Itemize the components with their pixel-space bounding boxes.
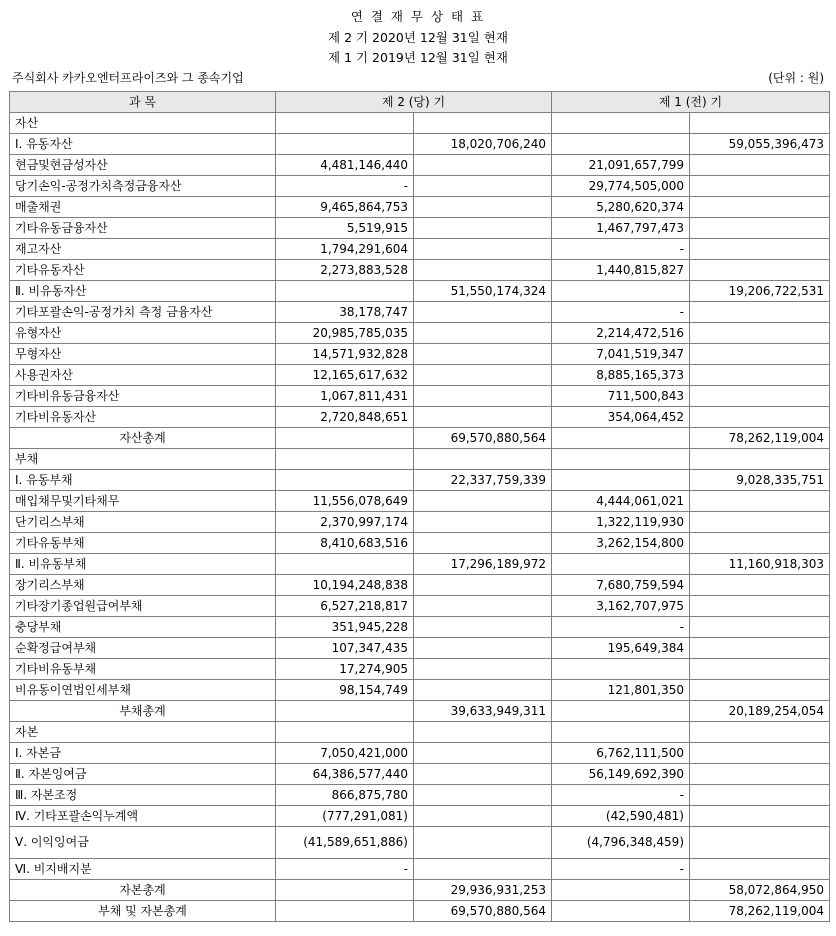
current-subtotal-amount xyxy=(414,533,552,554)
table-row xyxy=(10,407,830,428)
current-item-amount: 64,386,577,440 xyxy=(276,764,414,785)
current-item-amount xyxy=(276,701,414,722)
prior-subtotal-amount xyxy=(690,323,830,344)
table-row xyxy=(10,575,830,596)
prior-item-amount xyxy=(552,901,690,922)
row-label: 사용권자산 xyxy=(10,365,276,386)
current-item-amount: 4,481,146,440 xyxy=(276,155,414,176)
current-item-amount: (777,291,081) xyxy=(276,806,414,827)
current-subtotal-amount xyxy=(414,176,552,197)
current-subtotal-amount xyxy=(414,365,552,386)
current-subtotal-amount xyxy=(414,344,552,365)
prior-item-amount xyxy=(552,449,690,470)
prior-item-amount xyxy=(552,134,690,155)
prior-subtotal-amount xyxy=(690,806,830,827)
table-row xyxy=(10,554,830,575)
row-label: 자산총계 xyxy=(10,428,276,449)
current-item-amount: 98,154,749 xyxy=(276,680,414,701)
prior-subtotal-amount xyxy=(690,218,830,239)
current-subtotal-amount xyxy=(414,575,552,596)
row-label: 기타포괄손익-공정가치 측정 금융자산 xyxy=(10,302,276,323)
current-subtotal-amount: 17,296,189,972 xyxy=(414,554,552,575)
row-label: 기타유동금융자산 xyxy=(10,218,276,239)
table-row xyxy=(10,533,830,554)
prior-subtotal-amount xyxy=(690,239,830,260)
current-subtotal-amount: 29,936,931,253 xyxy=(414,880,552,901)
table-row xyxy=(10,596,830,617)
prior-subtotal-amount xyxy=(690,176,830,197)
prior-subtotal-amount: 9,028,335,751 xyxy=(690,470,830,491)
current-item-amount: 2,720,848,651 xyxy=(276,407,414,428)
table-row xyxy=(10,260,830,281)
prior-item-amount: 56,149,692,390 xyxy=(552,764,690,785)
current-item-amount: 9,465,864,753 xyxy=(276,197,414,218)
row-label: 부채 xyxy=(10,449,276,470)
current-subtotal-amount xyxy=(414,827,552,859)
table-body xyxy=(10,113,830,922)
prior-subtotal-amount xyxy=(690,113,830,134)
current-item-amount xyxy=(276,428,414,449)
table-row xyxy=(10,827,830,859)
company-name: 주식회사 카카오엔터프라이즈와 그 종속기업 xyxy=(12,71,244,85)
table-row xyxy=(10,428,830,449)
prior-subtotal-amount: 19,206,722,531 xyxy=(690,281,830,302)
table-row xyxy=(10,512,830,533)
prior-item-amount: 7,680,759,594 xyxy=(552,575,690,596)
current-item-amount: 6,527,218,817 xyxy=(276,596,414,617)
current-subtotal-amount xyxy=(414,785,552,806)
current-item-amount: 11,556,078,649 xyxy=(276,491,414,512)
prior-subtotal-amount xyxy=(690,407,830,428)
current-item-amount: 38,178,747 xyxy=(276,302,414,323)
current-item-amount: 2,273,883,528 xyxy=(276,260,414,281)
current-subtotal-amount xyxy=(414,323,552,344)
current-subtotal-amount: 51,550,174,324 xyxy=(414,281,552,302)
table-row xyxy=(10,239,830,260)
prior-item-amount xyxy=(552,554,690,575)
table-row xyxy=(10,218,830,239)
current-item-amount xyxy=(276,880,414,901)
table-row xyxy=(10,344,830,365)
row-label: Ⅱ. 자본잉여금 xyxy=(10,764,276,785)
current-subtotal-amount: 69,570,880,564 xyxy=(414,428,552,449)
prior-item-amount: - xyxy=(552,617,690,638)
current-item-amount xyxy=(276,449,414,470)
row-label: 자본총계 xyxy=(10,880,276,901)
row-label: 기타장기종업원급여부채 xyxy=(10,596,276,617)
unit-label: (단위 : 원) xyxy=(768,71,824,85)
prior-subtotal-amount: 78,262,119,004 xyxy=(690,901,830,922)
current-subtotal-amount xyxy=(414,722,552,743)
current-subtotal-amount xyxy=(414,743,552,764)
prior-subtotal-amount: 11,160,918,303 xyxy=(690,554,830,575)
prior-item-amount: 5,280,620,374 xyxy=(552,197,690,218)
table-row xyxy=(10,901,830,922)
table-row xyxy=(10,722,830,743)
prior-item-amount: 4,444,061,021 xyxy=(552,491,690,512)
table-row xyxy=(10,680,830,701)
prior-item-amount xyxy=(552,722,690,743)
table-row xyxy=(10,197,830,218)
prior-item-amount: 1,440,815,827 xyxy=(552,260,690,281)
prior-item-amount xyxy=(552,659,690,680)
table-header-row xyxy=(10,92,830,113)
prior-subtotal-amount xyxy=(690,512,830,533)
row-label: Ⅴ. 이익잉여금 xyxy=(10,827,276,859)
prior-subtotal-amount xyxy=(690,764,830,785)
row-label: Ⅰ. 유동자산 xyxy=(10,134,276,155)
prior-subtotal-amount xyxy=(690,491,830,512)
current-item-amount xyxy=(276,470,414,491)
period-prior: 제 1 기 2019년 12월 31일 현재 xyxy=(328,50,508,65)
current-item-amount xyxy=(276,554,414,575)
prior-subtotal-amount: 58,072,864,950 xyxy=(690,880,830,901)
current-subtotal-amount xyxy=(414,113,552,134)
current-item-amount: 7,050,421,000 xyxy=(276,743,414,764)
table-row xyxy=(10,785,830,806)
current-subtotal-amount xyxy=(414,449,552,470)
table-row xyxy=(10,176,830,197)
current-item-amount: 8,410,683,516 xyxy=(276,533,414,554)
table-row xyxy=(10,365,830,386)
current-item-amount: 1,794,291,604 xyxy=(276,239,414,260)
prior-subtotal-amount xyxy=(690,575,830,596)
current-subtotal-amount xyxy=(414,197,552,218)
current-item-amount: - xyxy=(276,859,414,880)
current-subtotal-amount: 39,633,949,311 xyxy=(414,701,552,722)
row-label: Ⅳ. 기타포괄손익누계액 xyxy=(10,806,276,827)
prior-item-amount: 1,467,797,473 xyxy=(552,218,690,239)
prior-item-amount: 6,762,111,500 xyxy=(552,743,690,764)
prior-item-amount: 21,091,657,799 xyxy=(552,155,690,176)
prior-item-amount: 1,322,119,930 xyxy=(552,512,690,533)
prior-item-amount: 29,774,505,000 xyxy=(552,176,690,197)
prior-subtotal-amount: 20,189,254,054 xyxy=(690,701,830,722)
period-current: 제 2 기 2020년 12월 31일 현재 xyxy=(328,30,508,45)
statement-title: 연 결 재 무 상 태 표 xyxy=(350,9,486,24)
prior-subtotal-amount: 78,262,119,004 xyxy=(690,428,830,449)
prior-subtotal-amount xyxy=(690,533,830,554)
current-subtotal-amount: 22,337,759,339 xyxy=(414,470,552,491)
row-label: 기타비유동자산 xyxy=(10,407,276,428)
prior-subtotal-amount xyxy=(690,260,830,281)
prior-item-amount: (4,796,348,459) xyxy=(552,827,690,859)
table-row xyxy=(10,638,830,659)
current-item-amount: 1,067,811,431 xyxy=(276,386,414,407)
table-row xyxy=(10,113,830,134)
prior-subtotal-amount xyxy=(690,302,830,323)
table-row xyxy=(10,659,830,680)
row-label: 재고자산 xyxy=(10,239,276,260)
row-label: 부채 및 자본총계 xyxy=(10,901,276,922)
table-row xyxy=(10,281,830,302)
table-row xyxy=(10,302,830,323)
current-subtotal-amount xyxy=(414,155,552,176)
current-item-amount: 10,194,248,838 xyxy=(276,575,414,596)
current-subtotal-amount xyxy=(414,680,552,701)
table-row xyxy=(10,617,830,638)
current-subtotal-amount xyxy=(414,407,552,428)
prior-subtotal-amount xyxy=(690,785,830,806)
prior-subtotal-amount xyxy=(690,197,830,218)
table-row xyxy=(10,155,830,176)
current-item-amount: (41,589,651,886) xyxy=(276,827,414,859)
prior-subtotal-amount xyxy=(690,659,830,680)
current-item-amount: 866,875,780 xyxy=(276,785,414,806)
row-label: 부채총계 xyxy=(10,701,276,722)
current-item-amount: 5,519,915 xyxy=(276,218,414,239)
row-label: Ⅲ. 자본조정 xyxy=(10,785,276,806)
current-subtotal-amount xyxy=(414,764,552,785)
row-label: 순확정급여부채 xyxy=(10,638,276,659)
current-item-amount: 12,165,617,632 xyxy=(276,365,414,386)
table-row xyxy=(10,491,830,512)
current-item-amount: 351,945,228 xyxy=(276,617,414,638)
prior-subtotal-amount xyxy=(690,827,830,859)
current-item-amount xyxy=(276,134,414,155)
table-row xyxy=(10,764,830,785)
prior-subtotal-amount xyxy=(690,386,830,407)
prior-item-amount xyxy=(552,470,690,491)
row-label: 충당부채 xyxy=(10,617,276,638)
table-row xyxy=(10,134,830,155)
row-label: Ⅵ. 비지배지분 xyxy=(10,859,276,880)
prior-item-amount: 121,801,350 xyxy=(552,680,690,701)
row-label: Ⅱ. 비유동자산 xyxy=(10,281,276,302)
prior-subtotal-amount xyxy=(690,596,830,617)
current-subtotal-amount xyxy=(414,302,552,323)
prior-subtotal-amount xyxy=(690,638,830,659)
row-label: Ⅰ. 유동부채 xyxy=(10,470,276,491)
current-item-amount xyxy=(276,281,414,302)
prior-item-amount: 195,649,384 xyxy=(552,638,690,659)
table-row xyxy=(10,859,830,880)
current-subtotal-amount: 69,570,880,564 xyxy=(414,901,552,922)
table-row xyxy=(10,386,830,407)
prior-item-amount xyxy=(552,701,690,722)
current-item-amount: 20,985,785,035 xyxy=(276,323,414,344)
table-row xyxy=(10,701,830,722)
prior-item-amount: 2,214,472,516 xyxy=(552,323,690,344)
prior-item-amount: - xyxy=(552,302,690,323)
current-subtotal-amount xyxy=(414,638,552,659)
prior-subtotal-amount xyxy=(690,743,830,764)
prior-subtotal-amount xyxy=(690,155,830,176)
current-subtotal-amount xyxy=(414,617,552,638)
current-item-amount: 17,274,905 xyxy=(276,659,414,680)
row-label: 유형자산 xyxy=(10,323,276,344)
prior-item-amount: - xyxy=(552,239,690,260)
prior-subtotal-amount xyxy=(690,449,830,470)
row-label: 단기리스부채 xyxy=(10,512,276,533)
row-label: 무형자산 xyxy=(10,344,276,365)
prior-item-amount: 3,262,154,800 xyxy=(552,533,690,554)
row-label: 비유동이연법인세부채 xyxy=(10,680,276,701)
prior-subtotal-amount xyxy=(690,680,830,701)
table-row xyxy=(10,470,830,491)
balance-sheet-table xyxy=(9,91,830,922)
row-label: 기타유동부채 xyxy=(10,533,276,554)
prior-item-amount: (42,590,481) xyxy=(552,806,690,827)
prior-item-amount: 354,064,452 xyxy=(552,407,690,428)
prior-subtotal-amount xyxy=(690,617,830,638)
prior-subtotal-amount xyxy=(690,365,830,386)
row-label: 현금및현금성자산 xyxy=(10,155,276,176)
prior-item-amount xyxy=(552,428,690,449)
row-label: 매출채권 xyxy=(10,197,276,218)
col-header-item: 과 목 xyxy=(10,92,276,113)
col-header-current: 제 2 (당) 기 xyxy=(276,92,552,113)
current-subtotal-amount xyxy=(414,512,552,533)
current-subtotal-amount xyxy=(414,386,552,407)
current-subtotal-amount xyxy=(414,218,552,239)
row-label: 자본 xyxy=(10,722,276,743)
prior-subtotal-amount: 59,055,396,473 xyxy=(690,134,830,155)
current-subtotal-amount xyxy=(414,260,552,281)
prior-item-amount: 711,500,843 xyxy=(552,386,690,407)
current-subtotal-amount xyxy=(414,491,552,512)
prior-item-amount: 8,885,165,373 xyxy=(552,365,690,386)
table-row xyxy=(10,449,830,470)
row-label: 장기리스부채 xyxy=(10,575,276,596)
table-row xyxy=(10,743,830,764)
table-row xyxy=(10,806,830,827)
current-item-amount xyxy=(276,113,414,134)
prior-subtotal-amount xyxy=(690,859,830,880)
current-subtotal-amount xyxy=(414,806,552,827)
row-label: 기타비유동금융자산 xyxy=(10,386,276,407)
prior-item-amount xyxy=(552,113,690,134)
current-subtotal-amount xyxy=(414,659,552,680)
current-item-amount: 2,370,997,174 xyxy=(276,512,414,533)
prior-item-amount xyxy=(552,281,690,302)
prior-item-amount xyxy=(552,880,690,901)
current-item-amount: 107,347,435 xyxy=(276,638,414,659)
row-label: Ⅰ. 자본금 xyxy=(10,743,276,764)
row-label: 기타유동자산 xyxy=(10,260,276,281)
prior-subtotal-amount xyxy=(690,344,830,365)
current-item-amount: - xyxy=(276,176,414,197)
row-label: Ⅱ. 비유동부채 xyxy=(10,554,276,575)
current-item-amount xyxy=(276,722,414,743)
row-label: 당기손익-공정가치측정금융자산 xyxy=(10,176,276,197)
row-label: 기타비유동부채 xyxy=(10,659,276,680)
current-item-amount: 14,571,932,828 xyxy=(276,344,414,365)
current-subtotal-amount xyxy=(414,596,552,617)
prior-item-amount: - xyxy=(552,785,690,806)
prior-item-amount: 7,041,519,347 xyxy=(552,344,690,365)
row-label: 매입채무및기타채무 xyxy=(10,491,276,512)
col-header-prior: 제 1 (전) 기 xyxy=(552,92,830,113)
row-label: 자산 xyxy=(10,113,276,134)
current-subtotal-amount xyxy=(414,859,552,880)
table-row xyxy=(10,323,830,344)
current-item-amount xyxy=(276,901,414,922)
current-subtotal-amount xyxy=(414,239,552,260)
prior-subtotal-amount xyxy=(690,722,830,743)
current-subtotal-amount: 18,020,706,240 xyxy=(414,134,552,155)
table-row xyxy=(10,880,830,901)
prior-item-amount: 3,162,707,975 xyxy=(552,596,690,617)
prior-item-amount: - xyxy=(552,859,690,880)
